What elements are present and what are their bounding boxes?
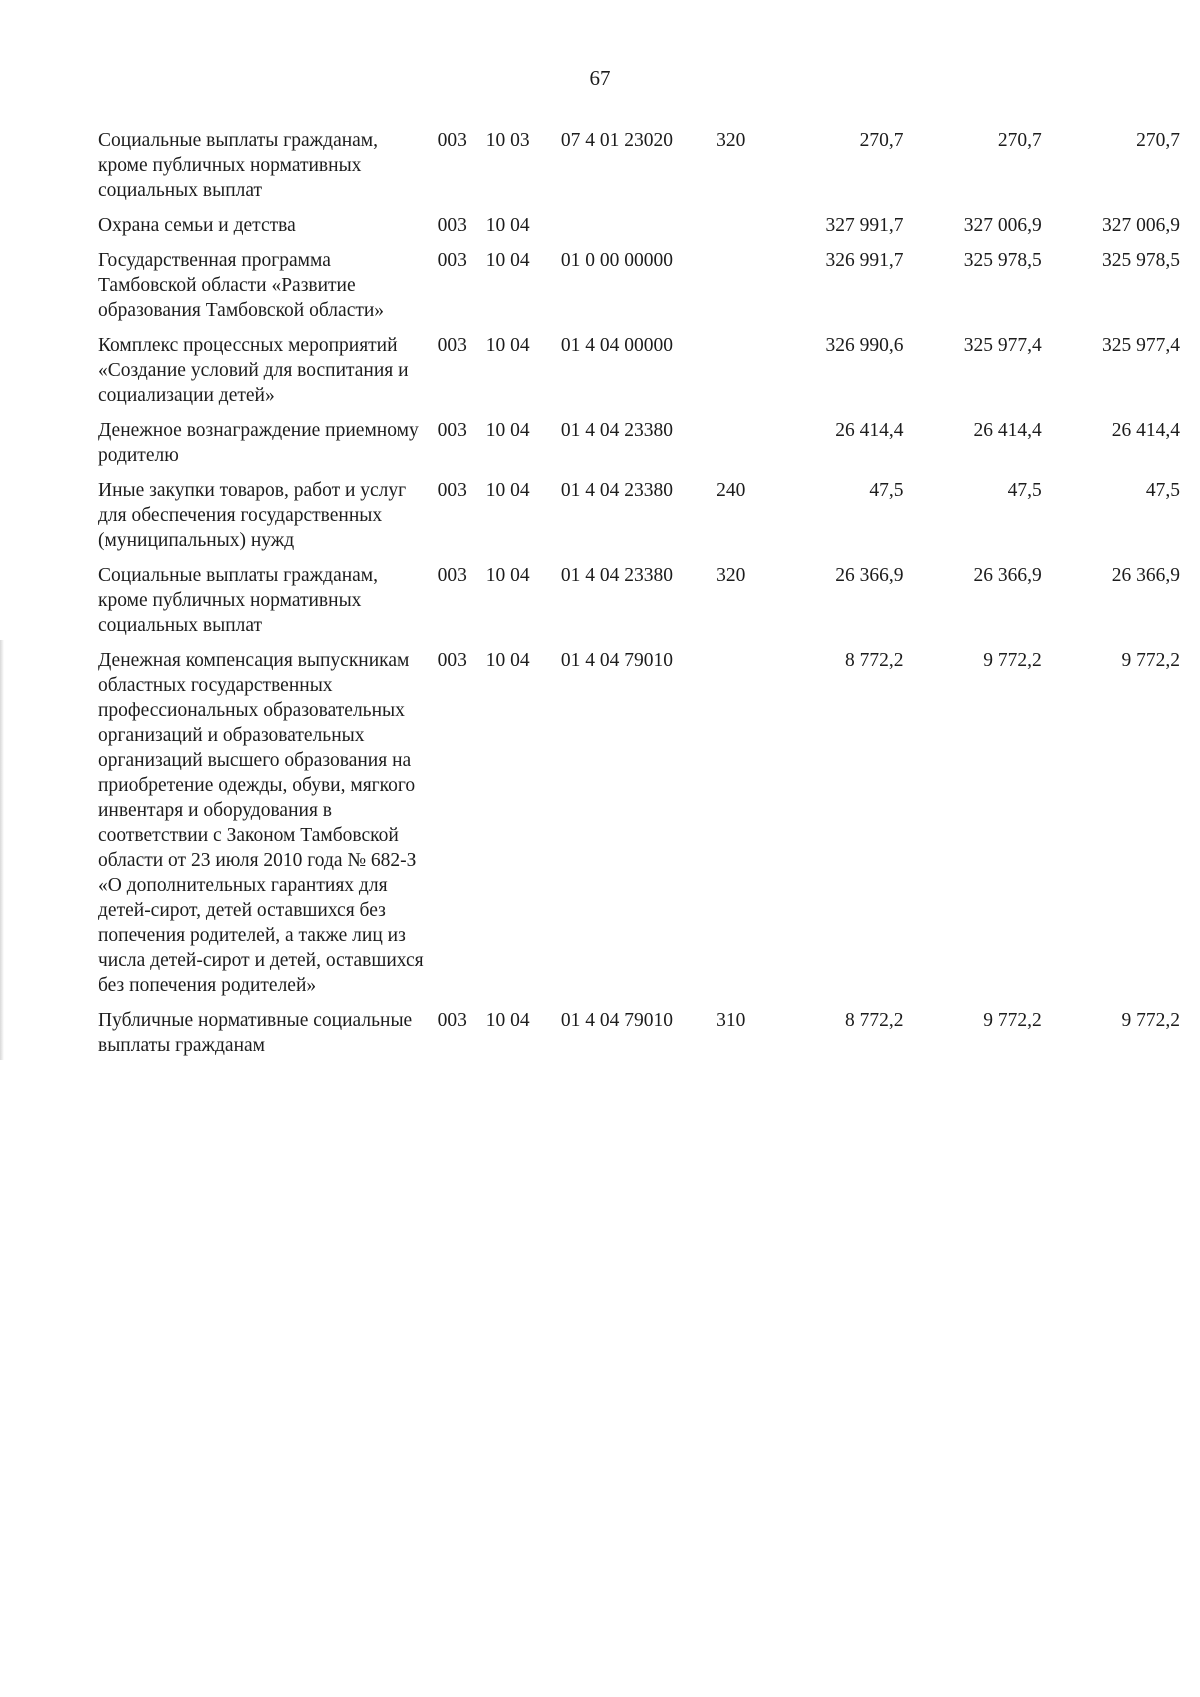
row-gr: 003 bbox=[437, 650, 467, 671]
row-name: Государственная программа Тамбовской области «Развитие образования Тамбовской области» bbox=[98, 250, 385, 321]
row-gr: 003 bbox=[437, 130, 467, 151]
row-gr: 003 bbox=[437, 480, 467, 501]
row-sum-2: 270,7 bbox=[997, 130, 1042, 151]
table-row bbox=[98, 478, 1180, 563]
row-gr: 003 bbox=[437, 215, 467, 236]
row-sum-2: 26 414,4 bbox=[973, 420, 1042, 441]
row-vr bbox=[710, 418, 765, 478]
row-vr: 240 bbox=[716, 480, 746, 501]
row-rz: 10 04 bbox=[485, 250, 530, 271]
row-sum-1: 8 772,2 bbox=[844, 650, 904, 671]
row-vr: 310 bbox=[716, 1010, 746, 1031]
row-csr: 01 4 04 23380 bbox=[560, 480, 673, 501]
row-sum-2: 47,5 bbox=[1007, 480, 1042, 501]
table-row bbox=[98, 418, 1180, 478]
row-name: Иные закупки товаров, работ и услуг для обеспечения государственных (муниципальных) нужд bbox=[98, 480, 407, 551]
row-gr: 003 bbox=[437, 420, 467, 441]
row-rz: 10 04 bbox=[485, 1010, 530, 1031]
table-row bbox=[98, 213, 1180, 248]
table-row bbox=[98, 648, 1180, 1008]
row-csr: 07 4 01 23020 bbox=[560, 130, 673, 151]
row-sum-3: 325 977,4 bbox=[1102, 335, 1180, 356]
row-csr: 01 0 00 00000 bbox=[560, 250, 673, 271]
row-sum-1: 26 366,9 bbox=[835, 565, 904, 586]
row-sum-1: 47,5 bbox=[869, 480, 904, 501]
table-row bbox=[98, 1008, 1180, 1068]
row-sum-3: 9 772,2 bbox=[1121, 1010, 1180, 1031]
row-sum-1: 326 990,6 bbox=[825, 335, 904, 356]
row-rz: 10 04 bbox=[485, 335, 530, 356]
row-sum-2: 325 977,4 bbox=[963, 335, 1042, 356]
row-csr: 01 4 04 23380 bbox=[560, 565, 673, 586]
row-gr: 003 bbox=[437, 565, 467, 586]
row-name: Комплекс процессных мероприятий «Создание условий для воспитания и социализации детей» bbox=[98, 335, 409, 406]
row-sum-3: 47,5 bbox=[1145, 480, 1180, 501]
row-sum-3: 270,7 bbox=[1136, 130, 1180, 151]
row-name: Охрана семьи и детства bbox=[98, 215, 296, 236]
row-vr: 320 bbox=[716, 130, 746, 151]
row-sum-3: 9 772,2 bbox=[1121, 650, 1180, 671]
table-row bbox=[98, 563, 1180, 648]
row-sum-1: 326 991,7 bbox=[825, 250, 904, 271]
row-rz: 10 04 bbox=[485, 565, 530, 586]
row-rz: 10 04 bbox=[485, 650, 530, 671]
row-name: Денежная компенсация выпускникам областных государственных профессиональных образовательных организаций и образовательных организаций высшего образования на приобретение одежды, обуви, мягкого инвентаря и оборудования в соответствии с Законом Тамбовской области от 23 июля 2010 года № 682-З «О дополнительных гарантиях для детей-сирот, детей оставшихся без попечения родителей, а также лиц из числа детей-сирот и детей, оставшихся без попечения родителей» bbox=[98, 650, 424, 996]
table-row bbox=[98, 248, 1180, 333]
row-rz: 10 04 bbox=[485, 215, 530, 236]
row-sum-3: 327 006,9 bbox=[1102, 215, 1180, 236]
row-sum-1: 26 414,4 bbox=[835, 420, 904, 441]
budget-table bbox=[98, 128, 1180, 1068]
row-vr: 320 bbox=[716, 565, 746, 586]
row-name: Социальные выплаты гражданам, кроме публичных нормативных социальных выплат bbox=[98, 130, 379, 201]
page-number: 67 bbox=[589, 66, 611, 90]
row-vr bbox=[710, 248, 765, 333]
row-csr: 01 4 04 79010 bbox=[560, 650, 673, 671]
row-name: Денежное вознаграждение приемному родителю bbox=[98, 420, 419, 466]
row-name: Публичные нормативные социальные выплаты гражданам bbox=[98, 1010, 413, 1056]
row-vr bbox=[710, 648, 765, 1008]
row-sum-1: 8 772,2 bbox=[844, 1010, 904, 1031]
row-sum-2: 26 366,9 bbox=[973, 565, 1042, 586]
row-sum-3: 325 978,5 bbox=[1102, 250, 1180, 271]
row-csr: 01 4 04 79010 bbox=[560, 1010, 673, 1031]
row-csr bbox=[555, 213, 710, 248]
row-sum-2: 9 772,2 bbox=[983, 650, 1042, 671]
row-name: Социальные выплаты гражданам, кроме публичных нормативных социальных выплат bbox=[98, 565, 379, 636]
row-vr bbox=[710, 213, 765, 248]
row-csr: 01 4 04 00000 bbox=[560, 335, 673, 356]
row-sum-2: 327 006,9 bbox=[963, 215, 1042, 236]
row-sum-2: 325 978,5 bbox=[963, 250, 1042, 271]
row-csr: 01 4 04 23380 bbox=[560, 420, 673, 441]
row-sum-2: 9 772,2 bbox=[983, 1010, 1042, 1031]
row-gr: 003 bbox=[437, 335, 467, 356]
row-sum-3: 26 414,4 bbox=[1111, 420, 1180, 441]
row-sum-3: 26 366,9 bbox=[1111, 565, 1180, 586]
row-rz: 10 04 bbox=[485, 420, 530, 441]
row-sum-1: 327 991,7 bbox=[825, 215, 904, 236]
table-row bbox=[98, 333, 1180, 418]
row-rz: 10 04 bbox=[485, 480, 530, 501]
scan-edge-shadow bbox=[0, 640, 4, 1060]
row-rz: 10 03 bbox=[485, 130, 530, 151]
table-row bbox=[98, 128, 1180, 213]
row-gr: 003 bbox=[437, 1010, 467, 1031]
row-gr: 003 bbox=[437, 250, 467, 271]
row-sum-1: 270,7 bbox=[859, 130, 904, 151]
row-vr bbox=[710, 333, 765, 418]
